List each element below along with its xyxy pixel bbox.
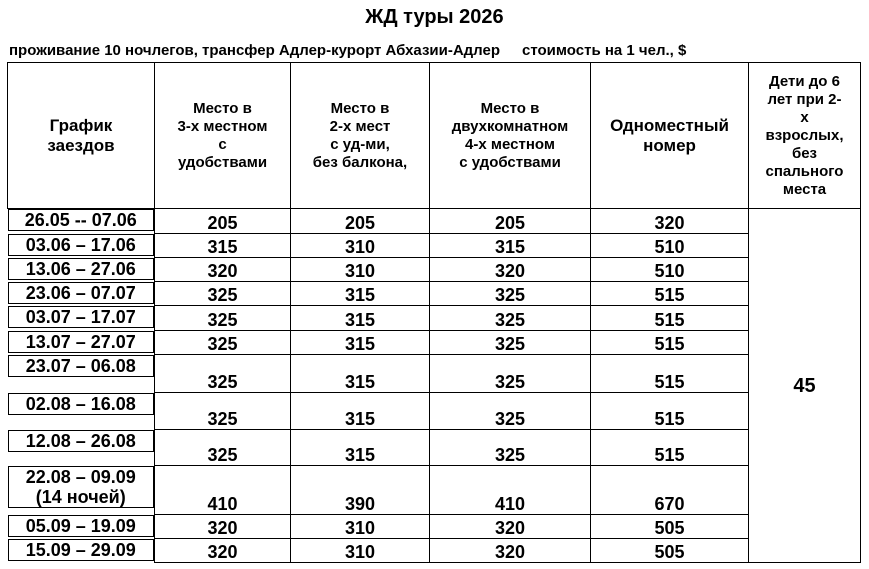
price-double: 310 [291,515,430,539]
price-triple: 320 [155,258,291,282]
table-row [8,234,861,258]
price-triple: 315 [155,234,291,258]
price-quad: 325 [430,430,591,466]
price-quad: 315 [430,234,591,258]
table-row [8,282,861,306]
date-cell: 23.07 – 06.08 [8,355,155,377]
price-triple: 320 [155,515,291,539]
header-quad: Место в двухкомнатном 4-х местном с удобствами [430,63,591,209]
price-double: 390 [291,466,430,515]
price-triple: 205 [155,209,291,234]
price-double: 310 [291,539,430,563]
kids-price-cell: 45 [749,209,861,563]
price-triple: 325 [155,430,291,466]
table-row [8,209,861,234]
header-kids: Дети до 6 лет при 2- х взрослых, без спального места [749,63,861,209]
table-row [8,539,861,563]
date-cell: 05.09 – 19.09 [8,515,155,537]
price-triple: 325 [155,282,291,306]
price-double: 205 [291,209,430,234]
date-cell: 03.07 – 17.07 [8,306,155,328]
header-schedule: График заездов [8,63,155,209]
table-row [8,306,861,331]
price-single: 515 [591,430,749,466]
price-quad: 325 [430,355,591,393]
date-cell: 13.06 – 27.06 [8,258,155,280]
page-title: ЖД туры 2026 [365,6,504,28]
header-row [8,63,861,209]
price-table [7,62,861,563]
price-single: 510 [591,258,749,282]
price-double: 315 [291,393,430,430]
price-double: 315 [291,430,430,466]
price-single: 505 [591,515,749,539]
price-double: 315 [291,331,430,355]
date-cell: 26.05 -- 07.06 [8,209,155,231]
price-triple: 320 [155,539,291,563]
date-cell: 23.06 – 07.07 [8,282,155,304]
price-quad: 320 [430,515,591,539]
price-double: 310 [291,258,430,282]
price-double: 315 [291,355,430,393]
price-quad: 320 [430,539,591,563]
price-single: 515 [591,355,749,393]
price-triple: 410 [155,466,291,515]
price-single: 510 [591,234,749,258]
price-triple: 325 [155,331,291,355]
header-triple: Место в 3-х местном с удобствами [155,63,291,209]
price-quad: 325 [430,393,591,430]
subtitle [9,42,686,59]
price-quad: 325 [430,282,591,306]
date-cell: 12.08 – 26.08 [8,430,155,452]
table-row [8,393,861,430]
price-quad: 325 [430,331,591,355]
price-single: 505 [591,539,749,563]
price-quad: 320 [430,258,591,282]
price-triple: 325 [155,306,291,331]
price-single: 670 [591,466,749,515]
price-single: 515 [591,393,749,430]
price-triple: 325 [155,355,291,393]
price-single: 515 [591,331,749,355]
price-single: 320 [591,209,749,234]
date-cell: 02.08 – 16.08 [8,393,155,415]
price-double: 315 [291,282,430,306]
price-double: 310 [291,234,430,258]
header-double: Место в 2-х мест с уд-ми, без балкона, [291,63,430,209]
price-single: 515 [591,282,749,306]
price-quad: 205 [430,209,591,234]
price-triple: 325 [155,393,291,430]
accommodation-note: проживание 10 ночлегов, трансфер Адлер-курорт Абхазии-Адлер [9,42,501,59]
date-cell: 13.07 – 27.07 [8,331,155,353]
table-row [8,466,861,515]
table-row [8,430,861,466]
price-double: 315 [291,306,430,331]
date-cell: 22.08 – 09.09 (14 ночей) [8,466,155,508]
price-quad: 410 [430,466,591,515]
table-row [8,515,861,539]
header-single: Одноместный номер [591,63,749,209]
table-row [8,355,861,393]
table-row [8,258,861,282]
price-single: 515 [591,306,749,331]
date-cell: 15.09 – 29.09 [8,539,155,561]
table-row [8,331,861,355]
date-cell: 03.06 – 17.06 [8,234,155,256]
cost-note: стоимость на 1 чел., $ [522,42,687,59]
price-quad: 325 [430,306,591,331]
